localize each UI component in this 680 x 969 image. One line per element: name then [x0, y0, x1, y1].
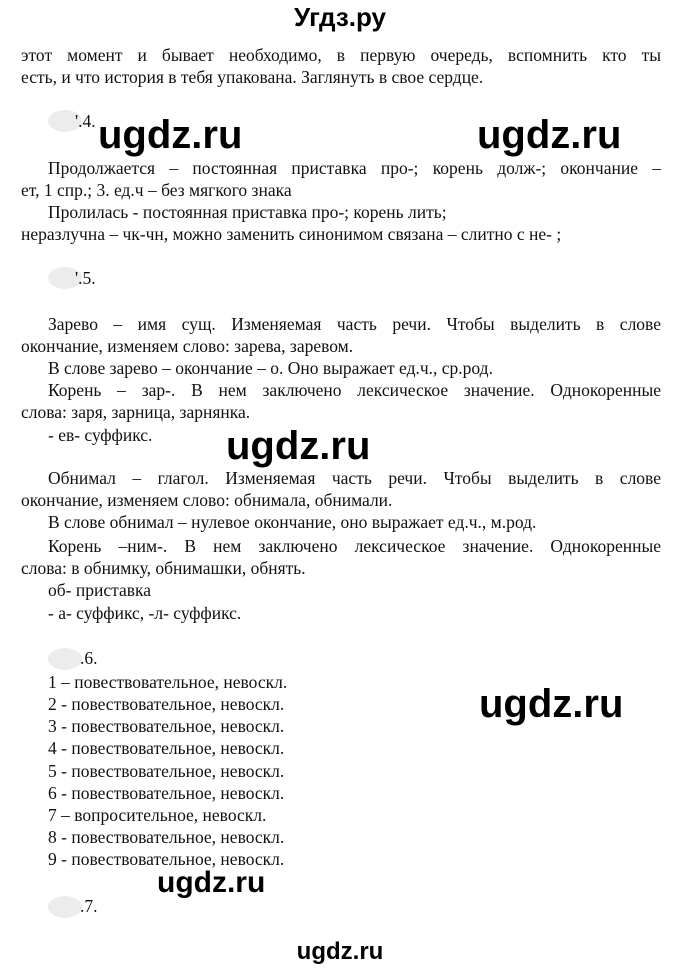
intro-line-1: этот момент и бывает необходимо, в первую очередь, вспомнить кто ты: [21, 45, 661, 65]
number-blot: [48, 648, 82, 670]
section-5-line-2: окончание, изменяем слово: зарева, заревом.: [21, 336, 354, 356]
section-5-line-11: слова: в обнимку, обнимашки, обнять.: [21, 558, 306, 578]
section-6-item: 8 - повествовательное, невоскл.: [48, 827, 285, 847]
watermark: ugdz.ru: [157, 866, 266, 899]
watermark: ugdz.ru: [479, 682, 624, 726]
intro-line-2: есть, и что история в тебя упакована. Заглянуть в свое сердце.: [21, 67, 484, 87]
section-5-line-8: окончание, изменяем слово: обнимала, обнимали.: [21, 490, 393, 510]
section-5-line-6: - ев- суффикс.: [48, 425, 153, 445]
section-5-number: '.5.: [75, 268, 96, 288]
section-5-line-12: об- приставка: [48, 580, 152, 600]
section-5-line-5: слова: заря, зарница, зарнянка.: [21, 402, 251, 422]
section-6-item: 6 - повествовательное, невоскл.: [48, 783, 285, 803]
section-5-line-4: Корень – зар-. В нем заключено лексическое значение. Однокоренные: [48, 380, 661, 400]
section-4-number: '.4.: [75, 111, 96, 131]
section-4-line-1: Продолжается – постоянная приставка про-; корень долж-; окончание –: [48, 158, 661, 178]
watermark: ugdz.ru: [98, 113, 243, 157]
site-footer: ugdz.ru: [296, 938, 384, 965]
section-5-line-1: Зарево – имя сущ. Изменяемая часть речи. Чтобы выделить в слове: [48, 314, 661, 334]
section-6-item: 1 – повествовательное, невоскл.: [48, 672, 288, 692]
section-5-line-13: - а- суффикс, -л- суффикс.: [48, 603, 242, 623]
section-4-line-2: ет, 1 спр.; 3. ед.ч – без мягкого знака: [21, 180, 292, 200]
watermark: ugdz.ru: [226, 424, 371, 468]
section-6-number: .6.: [80, 648, 98, 668]
section-4-line-3: Пролилась - постоянная приставка про-; корень лить;: [48, 202, 447, 222]
section-6-item: 5 - повествовательное, невоскл.: [48, 761, 285, 781]
section-5-line-9: В слове обнимал – нулевое окончание, оно выражает ед.ч., м.род.: [48, 512, 537, 532]
section-6-item: 4 - повествовательное, невоскл.: [48, 738, 285, 758]
section-6-item: 2 - повествовательное, невоскл.: [48, 694, 285, 714]
section-6-item: 3 - повествовательное, невоскл.: [48, 716, 285, 736]
section-5-line-7: Обнимал – глагол. Изменяемая часть речи. Чтобы выделить в слове: [48, 468, 661, 488]
section-6-item: 9 - повествовательное, невоскл.: [48, 849, 285, 869]
section-6-item: 7 – вопросительное, невоскл.: [48, 805, 267, 825]
site-header: Угдз.ру: [294, 2, 386, 32]
section-5-line-10: Корень –ним-. В нем заключено лексическое значение. Однокоренные: [48, 536, 661, 556]
section-7-number: .7.: [80, 896, 98, 916]
watermark: ugdz.ru: [477, 113, 622, 157]
section-5-line-3: В слове зарево – окончание – о. Оно выражает ед.ч., ср.род.: [48, 358, 493, 378]
number-blot: [48, 896, 82, 918]
section-4-line-4: неразлучна – чк-чн, можно заменить синонимом связана – слитно с не- ;: [21, 224, 562, 244]
